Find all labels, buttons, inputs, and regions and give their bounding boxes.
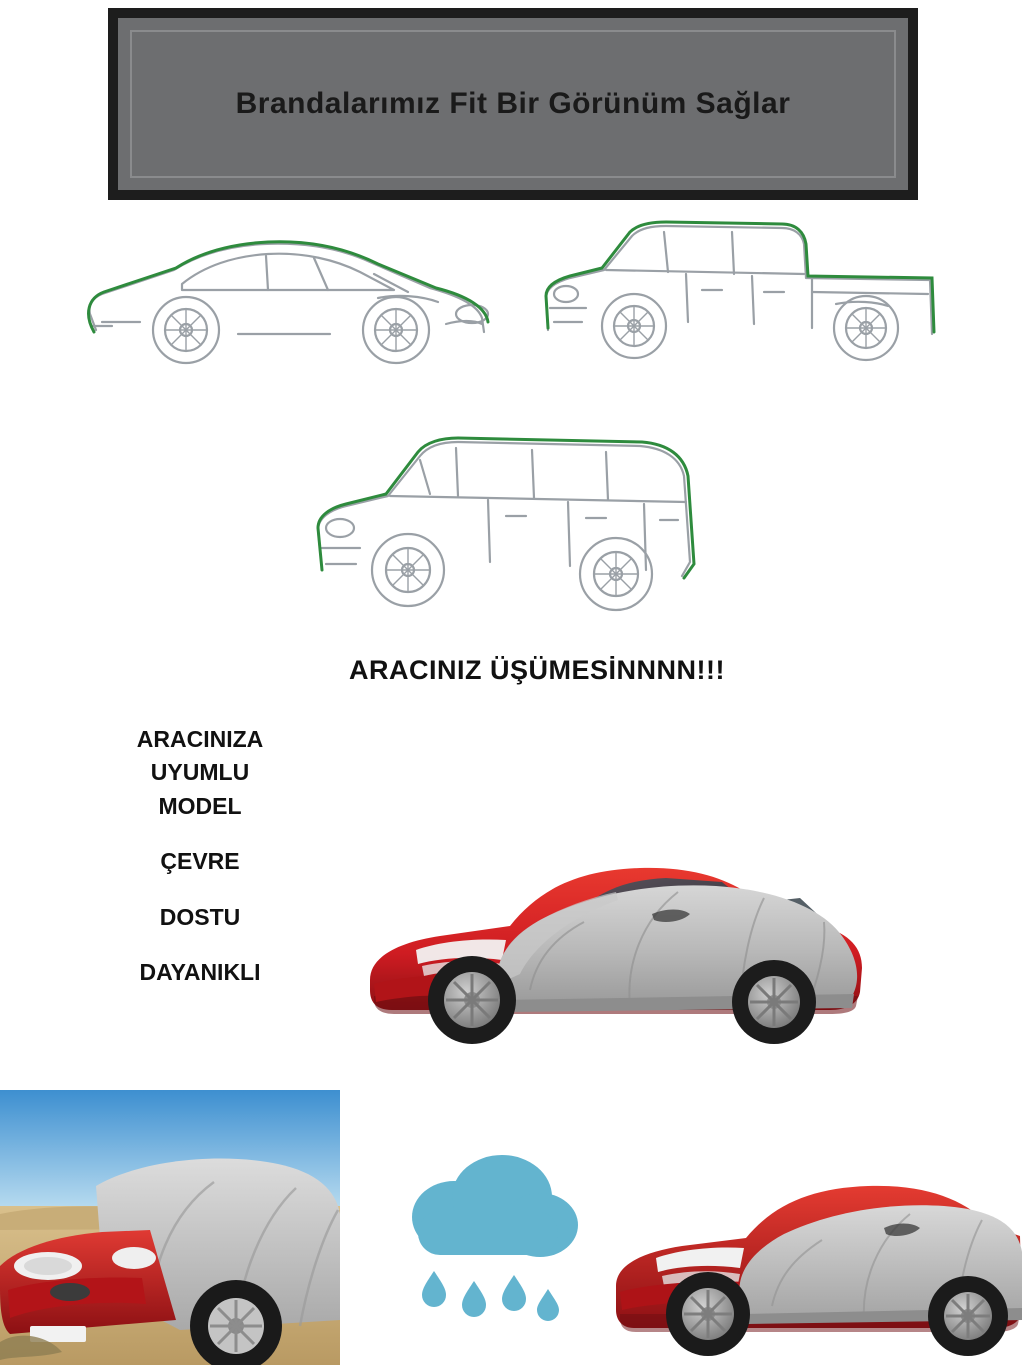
feature-item: MODEL [158, 792, 242, 819]
bottom-strip [0, 1090, 1024, 1365]
hero-covered-car-image [330, 760, 890, 1060]
feature-item: ÇEVRE [160, 848, 240, 875]
coupe-outline-icon [78, 222, 498, 377]
feature-spacer [60, 825, 340, 847]
feature-item: UYUMLU [150, 759, 250, 786]
banner-inner-frame [130, 30, 896, 178]
slogan-text [0, 655, 1024, 686]
desert-covered-car-photo [0, 1090, 340, 1365]
rain-cloud-icon [390, 1145, 590, 1335]
feature-list [60, 725, 340, 992]
pickup-outline-icon [536, 212, 948, 372]
feature-spacer [60, 881, 340, 903]
feature-item: ARACINIZA [136, 726, 264, 752]
slogan-label: ARACINIZ ÜŞÜMESİNNNN!!! [349, 655, 725, 685]
suv-outline-icon [300, 430, 720, 620]
banner-title: Brandalarımız Fit Bir Görünüm Sağlar [235, 87, 791, 120]
covered-car-photo-right [600, 1100, 1024, 1365]
feature-item: DAYANIKLI [139, 959, 261, 986]
vehicle-outline-row [0, 212, 1024, 372]
feature-item: DOSTU [159, 903, 241, 930]
banner [108, 8, 918, 200]
feature-spacer [60, 936, 340, 958]
